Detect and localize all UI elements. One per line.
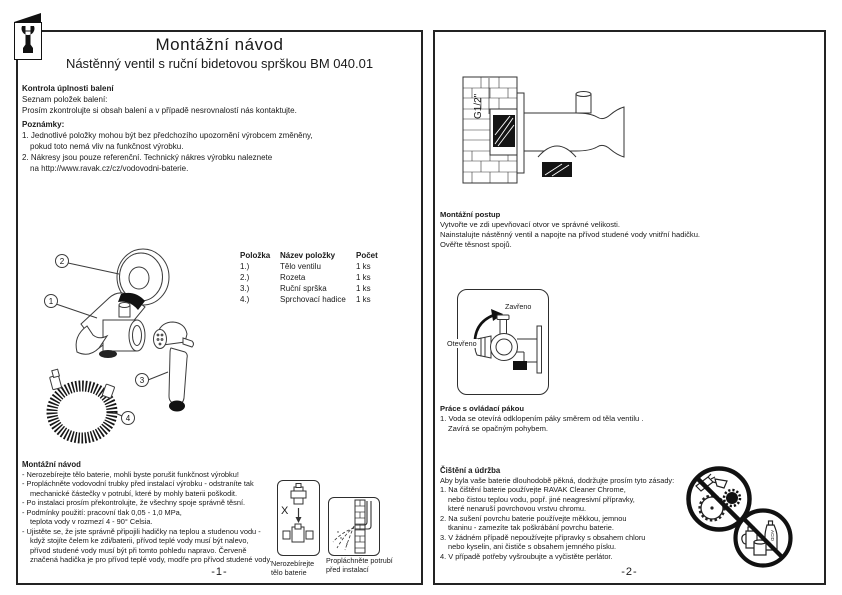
page-number: -1- <box>211 566 228 578</box>
section-kontrola <box>22 83 297 116</box>
label-open: Otevřeno <box>447 339 477 348</box>
text-line: - Nerozebírejte tělo baterie, mohli byste porušit funkčnost výrobku! <box>22 469 239 479</box>
section-montazni-navod <box>22 460 272 565</box>
flange-plate <box>517 93 524 173</box>
caption-line: Propláchněte potrubí <box>326 556 393 565</box>
table-cell: Ruční sprška <box>280 284 327 293</box>
text-line: 3. V žádném případě nepoužívejte přípravky s obsahem chloru <box>440 532 646 542</box>
corner-flag-triangle <box>14 13 41 22</box>
parts-exploded-drawing <box>25 244 235 459</box>
text-line: Prosím zkontrolujte si obsah balení a v případě nesrovnalostí nás kontaktujte. <box>22 106 297 115</box>
text-line: nebo čistou teplou vodu, popř. jiné neagresivní přípravky, <box>448 494 635 504</box>
callout-number-3: 3 <box>139 375 145 385</box>
text-line: - Propláchněte vodovodní trubky před instalací výrobku - odstraníte tak <box>22 479 254 488</box>
table-cell: 1 ks <box>356 295 371 304</box>
text-line: - Podmínky použití: pracovní tlak 0,05 - 1,0 MPa, <box>22 507 182 517</box>
text-line: Vytvořte ve zdi upevňovací otvor ve správné velikosti. <box>440 220 620 229</box>
parts-table <box>240 250 396 305</box>
acid-label: ACID <box>770 530 775 541</box>
table-cell: Rozeta <box>280 273 306 282</box>
text-line: 1. Voda se otevírá odklopením páky směrem od těla ventilu . <box>440 414 644 423</box>
text-line: Zavírá se opačným pohybem. <box>448 424 549 433</box>
water-spray-lines <box>333 526 354 550</box>
section-prace-s-pakou <box>440 404 643 434</box>
text-line: teplota vody v rozmezí 4 - 90° Celsia. <box>30 517 153 526</box>
table-cell: 1 ks <box>356 262 371 271</box>
section-heading: Poznámky: <box>22 120 65 129</box>
table-cell: Sprchovací hadice <box>280 295 346 304</box>
section-heading: Práce s ovládací pákou <box>440 404 524 413</box>
section-montazni-postup <box>440 210 700 250</box>
text-line: tkaninu - zamezíte tak poškrábání povrchu baterie. <box>448 523 614 532</box>
page-2 <box>433 30 826 585</box>
text-line: Seznam položek balení: <box>22 95 108 104</box>
gear-glyph <box>726 492 738 504</box>
text-line: přívod studené vody musí být při tomto pohledu napravo. Červeně <box>30 545 247 555</box>
table-cell: 1.) <box>240 262 250 271</box>
table-header-cell: Počet <box>356 251 378 260</box>
text-line: 1. Na čištění baterie používejte RAVAK Cleaner Chrome, <box>440 485 626 494</box>
text-line: - Ujistěte se, že jste správně připojili hadičky na teplou a studenou vodu - <box>22 526 261 536</box>
caption-line: před instalací <box>326 565 369 574</box>
text-line: Nainstalujte nástěnný ventil a napojte na přívod studené vody vnitřní hadičku. <box>440 230 701 239</box>
callout-number-4: 4 <box>125 413 131 423</box>
section-heading: Montážní návod <box>22 460 81 469</box>
text-line: 2. Na sušení povrchu baterie používejte měkkou, jemnou <box>440 513 627 523</box>
table-cell: 1 ks <box>356 273 371 282</box>
no-acid-cleaners-icon <box>731 506 795 570</box>
down-arrow-icon <box>296 517 302 523</box>
table-cell: 1 ks <box>356 284 371 293</box>
table-cell: Tělo ventilu <box>280 262 321 271</box>
table-cell: 3.) <box>240 284 250 293</box>
caption-line: Nerozebírejte <box>271 559 315 568</box>
caption-line: tělo baterie <box>271 568 307 577</box>
text-line: když stojíte čelem ke zdi/baterii, přívod teplé vody musí být nalevo, <box>30 536 249 545</box>
text-line: mechanické částečky v potrubí, které by mohly baterii poškodit. <box>30 488 238 498</box>
valve-body-profile <box>524 107 624 157</box>
table-cell: 4.) <box>240 295 250 304</box>
do-not-disassemble-drawing <box>278 481 319 555</box>
callout-number-1: 1 <box>48 296 54 306</box>
text-line: značená hadička je pro přívod teplé vody, modře pro přívod studené vody. <box>30 555 272 564</box>
text-line: 4. V případě potřeby vyšroubujte a vyčistěte perlátor. <box>440 551 613 561</box>
holder-block <box>542 162 572 177</box>
hand-spray-drawing <box>154 322 194 412</box>
text-line: nebo kyselin, ani čističe s obsahem jemného písku. <box>448 542 617 551</box>
do-not-disassemble-pictogram <box>277 480 320 556</box>
text-line: - Po instalaci prosím překontrolujte, že všechny spoje správně těsní. <box>22 498 246 507</box>
callout-number-2: 2 <box>59 256 65 266</box>
x-mark: X <box>281 505 289 517</box>
lever-operation-pictogram <box>447 289 549 395</box>
text-line: pokud toto nemá vliv na funkčnost výrobku. <box>30 142 184 151</box>
text-line: Ověřte těsnost spojů. <box>440 240 512 249</box>
page-1 <box>16 30 423 585</box>
section-heading: Čištění a údržba <box>440 466 501 475</box>
table-cell: 2.) <box>240 273 250 282</box>
table-header-cell: Název položky <box>280 251 336 260</box>
hose-drawing <box>50 369 115 438</box>
page-subtitle: Nástěnný ventil s ruční bidetovou sprškou BM 040.01 <box>65 56 374 71</box>
section-heading: Montážní postup <box>440 210 501 219</box>
section-poznamky <box>22 119 313 174</box>
page-title: Montážní návod <box>155 35 284 54</box>
valve-body-drawing <box>76 293 145 358</box>
text-line: Aby byla vaše baterie dlouhodobě pěkná, dodržujte prosím tyto zásady: <box>440 475 675 485</box>
lever-handle <box>500 320 507 335</box>
pipe-thread-label: G1/2" <box>473 93 484 119</box>
text-line: na http://www.ravak.cz/cz/vodovodni-baterie. <box>30 164 189 173</box>
table-header-cell: Položka <box>240 251 271 260</box>
flush-pipes-pictogram <box>328 497 380 556</box>
section-cisteni-udrzba <box>440 466 680 561</box>
flush-pipes-drawing <box>329 498 379 555</box>
text-line: 2. Nákresy jsou pouze referenční. Technický nákres výrobku naleznete <box>22 153 273 162</box>
section-heading: Kontrola úplnosti balení <box>22 84 114 93</box>
label-closed: Zavřeno <box>505 302 532 311</box>
wall-installation-drawing <box>450 65 640 190</box>
page-number: -2- <box>621 566 638 578</box>
text-line: 1. Jednotlivé položky mohou být bez předchozího upozornění výrobcem změněny, <box>22 131 313 140</box>
text-line: které nenaruší povrchovou vrstvu chromu. <box>448 504 587 513</box>
